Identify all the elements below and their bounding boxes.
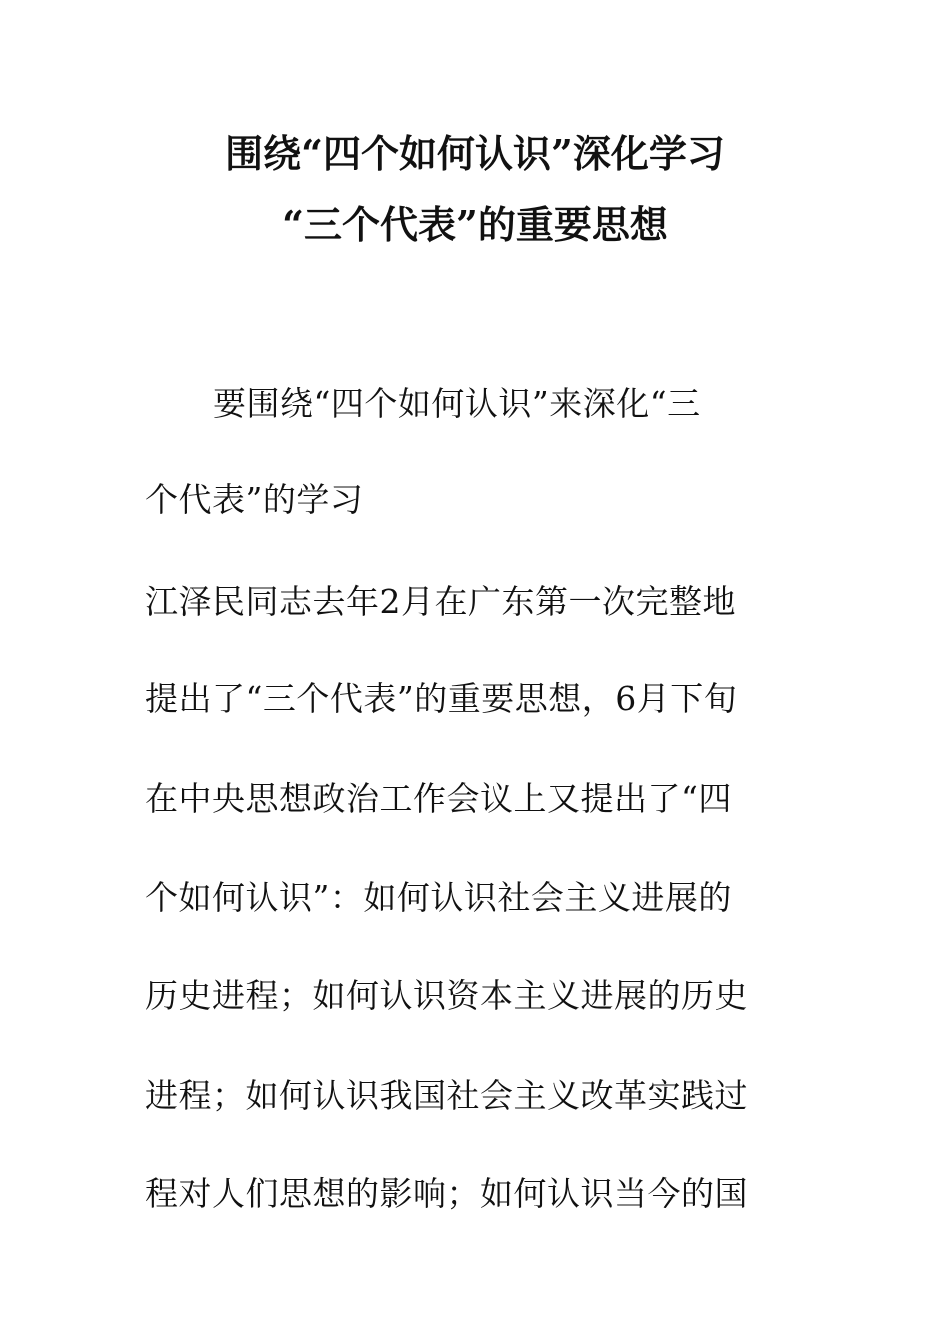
body-text-line-2: 提出了“三个代表”的重要思想，6月下旬	[145, 679, 738, 718]
body-text-line-5: 历史进程；如何认识资本主义进展的历史	[145, 976, 748, 1015]
body-text-line-6: 进程；如何认识我国社会主义改革实践过	[145, 1076, 748, 1115]
body-text-line-1: 江泽民同志去年2月在广东第一次完整地	[145, 582, 736, 621]
body-text-line-7: 程对人们思想的影响；如何认识当今的国	[145, 1174, 748, 1213]
body-text-line-3: 在中央思想政治工作会议上又提出了“四	[145, 779, 732, 818]
document-title-line-1: 围绕“四个如何认识”深化学习	[225, 131, 725, 176]
section-heading-line-1: 要围绕“四个如何认识”来深化“三	[213, 384, 701, 423]
document-title-line-2: “三个代表”的重要思想	[282, 202, 668, 247]
body-text-line-4: 个如何认识”：如何认识社会主义进展的	[145, 878, 732, 917]
section-heading-line-2: 个代表”的学习	[145, 480, 364, 519]
